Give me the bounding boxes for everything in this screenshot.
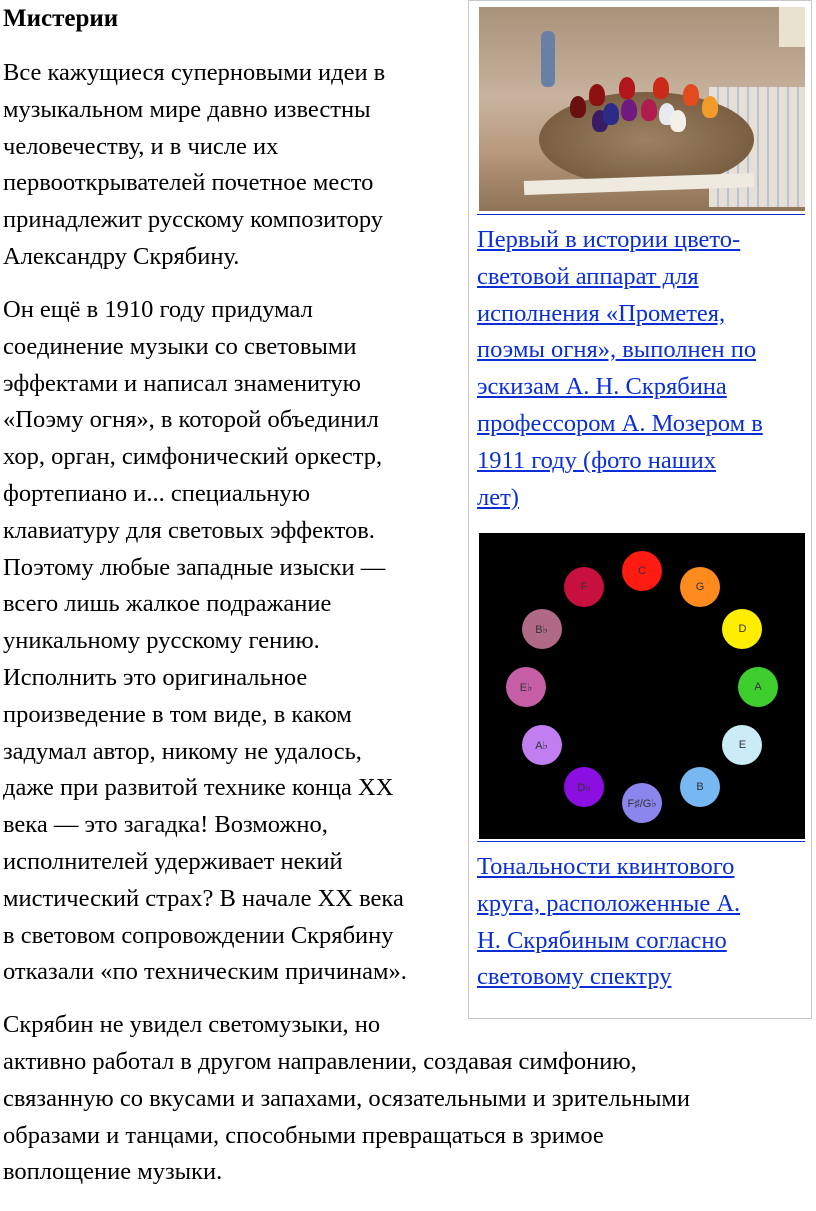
note-circle: F [564, 567, 604, 607]
figure-sidebar [468, 0, 812, 1019]
light-bulb [702, 96, 718, 118]
light-bulb [670, 110, 686, 132]
light-bulb [683, 84, 699, 106]
circle-of-fifths-image [479, 533, 805, 839]
light-bulb [653, 77, 669, 99]
note-circle: E [722, 725, 762, 765]
light-apparatus-photo [479, 7, 805, 211]
light-bulb [603, 103, 619, 125]
note-circle: D [722, 609, 762, 649]
paragraph-final-first-line: Скрябин не увидел светомузыки, но [3, 1011, 381, 1038]
lamp-shape [779, 7, 805, 47]
light-bulb [570, 96, 586, 118]
note-circle: C [622, 551, 662, 591]
note-circle: G [680, 567, 720, 607]
light-bulb [641, 99, 657, 121]
light-bulb [619, 77, 635, 99]
note-circle: B♭ [522, 609, 562, 649]
light-bulb [589, 84, 605, 106]
light-bulb [621, 99, 637, 121]
paragraph-final-rest: активно работал в другом направлении, создавая симфонию, связанную со вкусами и запахами, осязательными и зрительными образами и танцами, способными превращаться в зримое воплощение музыки. [3, 1048, 691, 1186]
paragraph-intro: Все кажущиеся суперновыми идеи в музыкальном мире давно известны человечеству, и в числе их первооткрывателей почетное место принадлежит русскому композитору Александру Скрябину. [3, 59, 386, 270]
note-circle: D♭ [564, 767, 604, 807]
caption-light-apparatus-link[interactable]: Первый в истории цвето- световой аппарат для исполнения «Прометея, поэмы огня», выполнен по эскизам А. Н. Скрябина профессором А. Мозером в 1911 году (фото наших лет) [477, 226, 763, 511]
caption-divider [477, 214, 805, 215]
note-circle: A [738, 667, 778, 707]
caption-circle-of-fifths-link[interactable]: Тональности квинтового круга, расположенные А. Н. Скрябиным согласно световому спектру [477, 853, 741, 991]
note-circle: B [680, 767, 720, 807]
caption-divider [477, 841, 805, 842]
section-heading: Мистерии [3, 5, 119, 32]
vase-shape [541, 31, 555, 87]
note-circle: E♭ [506, 667, 546, 707]
note-circle: F♯/G♭ [622, 783, 662, 823]
paragraph-poem-of-fire: Он ещё в 1910 году придумал соединение музыки со световыми эффектами и написал знаменитую «Поэму огня», в которой объединил хор, орган, симфонический оркестр, фортепиано и... специальную клавиатуру для световых эффектов. Поэтому любые западные изыски — всего лишь жалкое подражание уникальному русскому гению. Исполнить это оригинальное произведение в том виде, в каком задумал автор, никому не удалось, даже при развитой технике конца XX века — это загадка! Возможно, исполнителей удерживает некий мистический страх? В начале XX века в световом сопровождении Скрябину отказали «по техническим причинам». [3, 296, 407, 986]
note-circle: A♭ [522, 725, 562, 765]
